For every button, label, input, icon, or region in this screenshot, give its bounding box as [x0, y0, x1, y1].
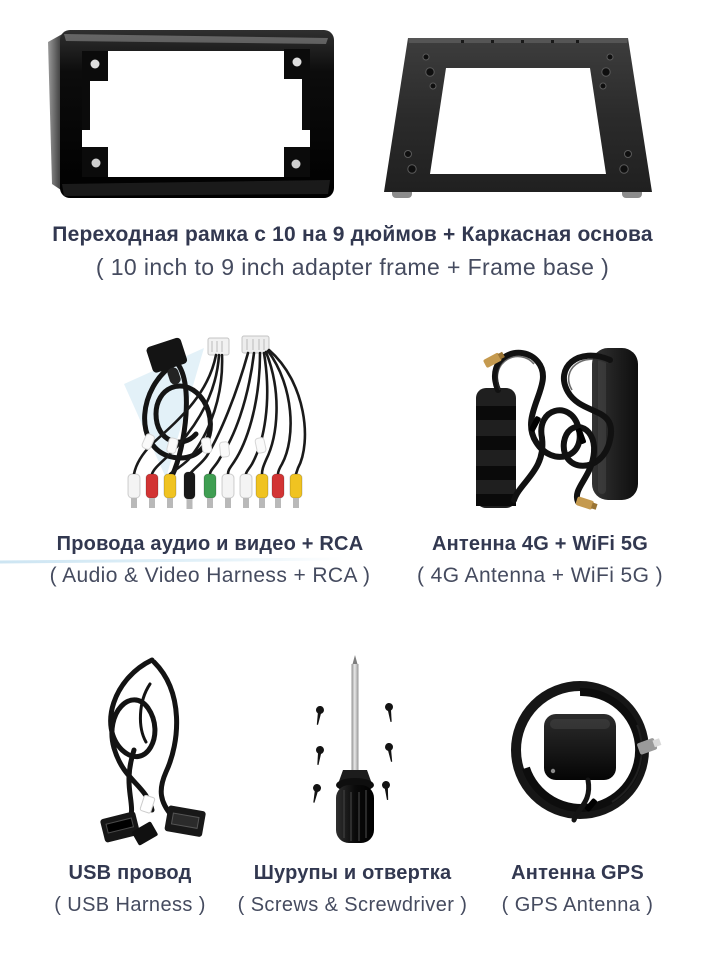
usb-title-ru: USB провод [68, 862, 192, 884]
screws-screwdriver-image [280, 652, 430, 848]
harness-title-en: ( Audio & Video Harness + RCA ) [49, 564, 371, 587]
antenna-title-ru: Антенна 4G + WiFi 5G [431, 533, 649, 555]
screws-title-en: ( Screws & Screwdriver ) [237, 894, 468, 916]
gps-title-en: ( GPS Antenna ) [501, 894, 654, 916]
harness-rca-image [116, 326, 320, 522]
usb-harness-image [72, 650, 224, 850]
usb-title-en: ( USB Harness ) [54, 894, 206, 916]
frames-title-ru: Переходная рамка с 10 на 9 дюймов + Каркасная основа [52, 223, 653, 246]
gps-antenna-image [492, 650, 670, 850]
gps-title-ru: Антенна GPS [511, 862, 644, 884]
antenna-title-en: ( 4G Antenna + WiFi 5G ) [417, 564, 663, 587]
frame-base-image [366, 26, 670, 204]
harness-title-ru: Провода аудио и видео + RCA [56, 533, 364, 555]
screws-title-ru: Шурупы и отвертка [253, 862, 452, 884]
adapter-frame-image [36, 24, 346, 206]
antenna-4g-wifi-image [460, 330, 658, 522]
watermark-line [0, 557, 345, 563]
frames-title-en: ( 10 inch to 9 inch adapter frame + Frame base ) [95, 254, 610, 280]
